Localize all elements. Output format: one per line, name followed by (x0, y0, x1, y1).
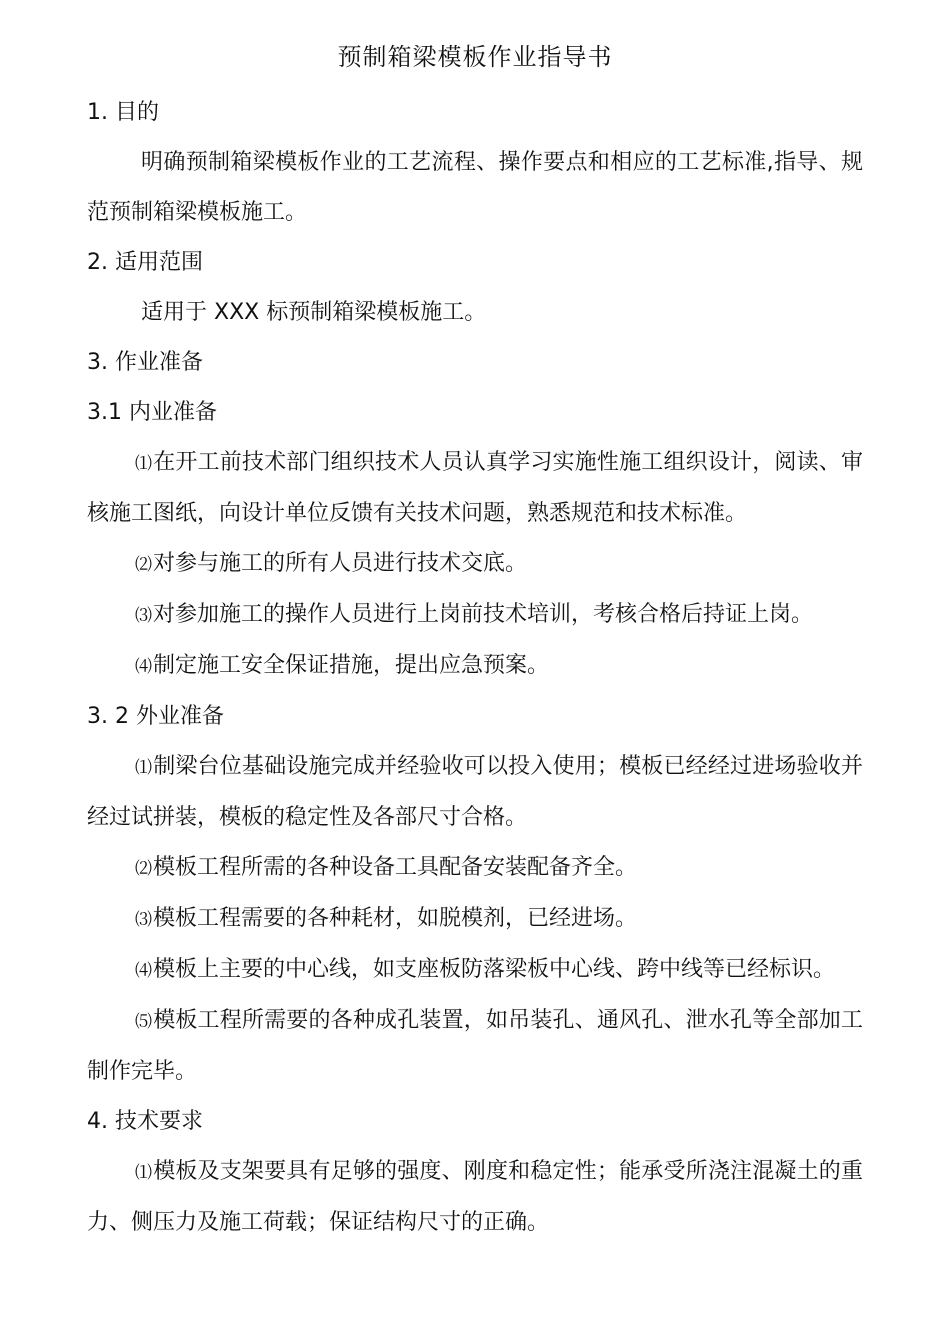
document-title: 预制箱梁模板作业指导书 (337, 43, 613, 71)
list-item (87, 996, 863, 1097)
list-item-marker: ⑴ (135, 1163, 152, 1183)
list-item (87, 742, 863, 843)
section-2-text: 适用于 XXX 标预制箱梁模板施工。 (141, 300, 487, 325)
section-1-heading: 1. 目的 (87, 100, 159, 125)
section-1-text: 明确预制箱梁模板作业的工艺流程、操作要点和相应的工艺标准,指导、规范预制箱梁模板施工。 (87, 150, 863, 225)
list-item-text: 模板及支架要具有足够的强度、刚度和稳定性；能承受所浇注混凝土的重力、侧压力及施工荷载；保证结构尺寸的正确。 (87, 1159, 863, 1235)
section-3-1-heading: 3.1 内业准备 (87, 400, 217, 425)
list-item-marker: ⑷ (135, 657, 151, 677)
section-3-1-list (87, 438, 863, 692)
list-item-marker: ⑶ (135, 910, 151, 930)
list-item-marker: ⑴ (135, 758, 152, 778)
list-item-marker: ⑷ (135, 961, 151, 981)
list-item (87, 539, 863, 590)
list-item (87, 438, 863, 539)
section-3-heading: 3. 作业准备 (87, 350, 203, 375)
list-item (87, 1147, 863, 1248)
list-item-text: 制定施工安全保证措施，提出应急预案。 (153, 653, 550, 678)
section-3-2-list (87, 742, 863, 1097)
list-item-text: 对参与施工的所有人员进行技术交底。 (153, 551, 528, 576)
list-item (87, 843, 863, 894)
list-item-marker: ⑸ (135, 1012, 152, 1032)
list-item-text: 对参加施工的操作人员进行上岗前技术培训，考核合格后持证上岗。 (153, 602, 814, 627)
list-item-text: 制梁台位基础设施完成并经验收可以投入使用；模板已经经过进场验收并经过试拼装，模板的稳定性及各部尺寸合格。 (87, 754, 863, 830)
list-item-text: 模板上主要的中心线，如支座板防落梁板中心线、跨中线等已经标识。 (153, 957, 836, 982)
list-item (87, 590, 863, 641)
section-3-2-heading: 3. 2 外业准备 (87, 704, 224, 729)
list-item-marker: ⑵ (135, 555, 151, 575)
list-item (87, 945, 863, 996)
list-item-marker: ⑶ (135, 606, 151, 626)
section-2-heading: 2. 适用范围 (87, 250, 203, 275)
section-4-heading: 4. 技术要求 (87, 1109, 203, 1134)
list-item-text: 模板工程所需的各种设备工具配备安装配备齐全。 (153, 855, 638, 880)
document-body (87, 88, 863, 1248)
list-item-text: 模板工程需要的各种耗材，如脱模剂，已经进场。 (153, 906, 638, 931)
list-item-marker: ⑴ (135, 454, 152, 474)
section-4-list (87, 1147, 863, 1248)
list-item-text: 在开工前技术部门组织技术人员认真学习实施性施工组织设计，阅读、审核施工图纸，向设计单位反馈有关技术问题，熟悉规范和技术标准。 (87, 450, 863, 526)
list-item (87, 894, 863, 945)
list-item (87, 641, 863, 692)
list-item-marker: ⑵ (135, 859, 151, 879)
list-item-text: 模板工程所需要的各种成孔装置，如吊装孔、通风孔、泄水孔等全部加工制作完毕。 (87, 1008, 863, 1084)
